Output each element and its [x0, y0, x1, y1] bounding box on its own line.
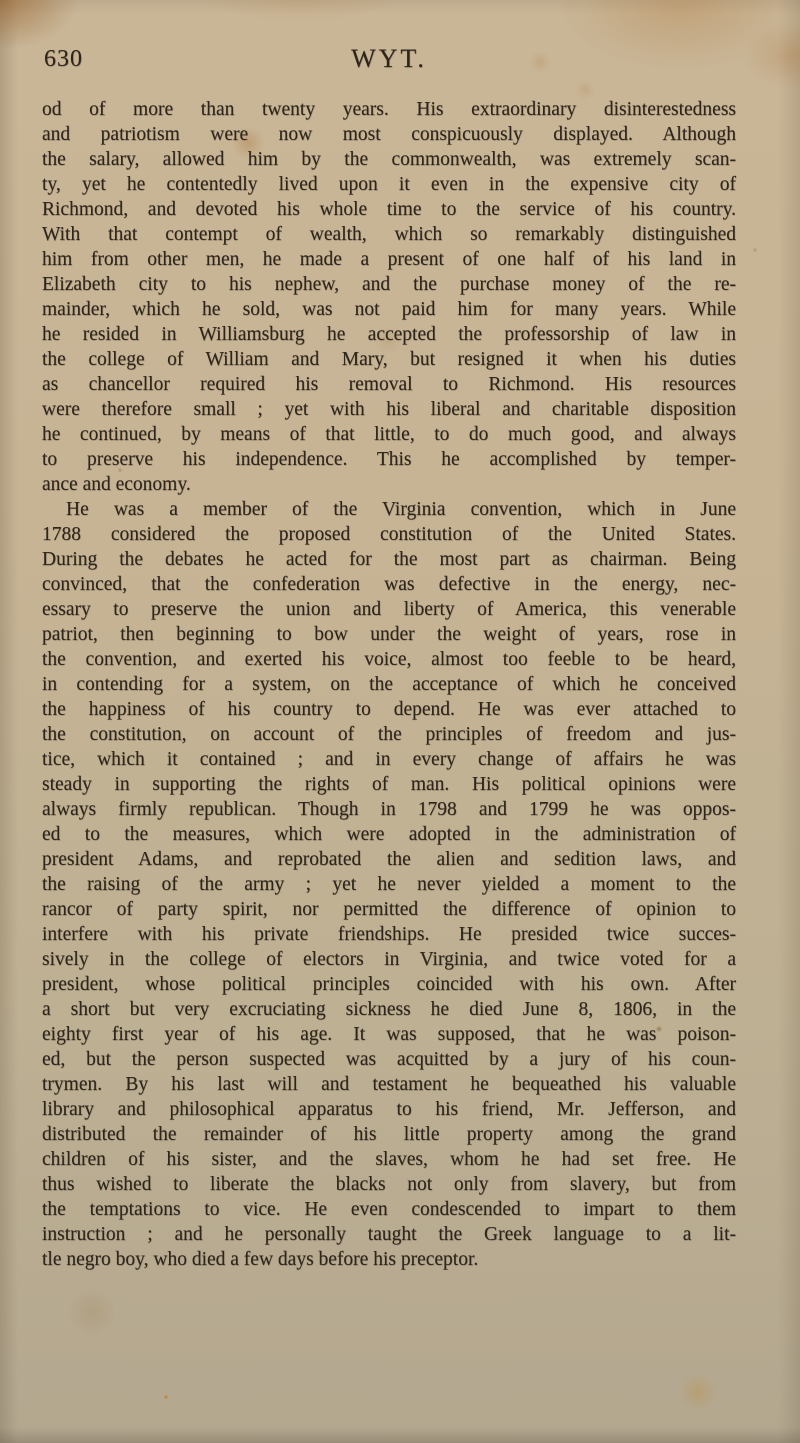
- text-block: [42, 97, 736, 1272]
- text-line: the constitution, on account of the principles of freedom and jus-: [42, 724, 736, 745]
- text-line: He was a member of the Virginia convention, which in June: [66, 499, 736, 520]
- text-line: ty, yet he contentedly lived upon it even in the expensive city of: [42, 174, 736, 195]
- text-line: the college of William and Mary, but resigned it when his duties: [42, 349, 736, 370]
- text-line: od of more than twenty years. His extraordinary disinterestedness: [42, 99, 736, 120]
- text-line: ed to the measures, which were adopted in the administration of: [42, 824, 736, 845]
- text-line: patriot, then beginning to bow under the weight of years, rose in: [42, 624, 736, 645]
- text-line: thus wished to liberate the blacks not only from slavery, but from: [42, 1174, 736, 1195]
- text-line: a short but very excruciating sickness he died June 8, 1806, in the: [42, 999, 736, 1020]
- text-line: he resided in Williamsburg he accepted the professorship of law in: [42, 324, 736, 345]
- text-line: Elizabeth city to his nephew, and the purchase money of the re-: [42, 274, 736, 295]
- text-line: the salary, allowed him by the commonwealth, was extremely scan-: [42, 149, 736, 170]
- text-line: essary to preserve the union and liberty of America, this venerable: [42, 599, 736, 620]
- text-line: president, whose political principles coincided with his own. After: [42, 974, 736, 995]
- text-line: were therefore small ; yet with his liberal and charitable disposition: [42, 399, 736, 420]
- text-line: children of his sister, and the slaves, whom he had set free. He: [42, 1149, 736, 1170]
- text-line: convinced, that the confederation was defective in the energy, nec-: [42, 574, 736, 595]
- text-line: ed, but the person suspected was acquitted by a jury of his coun-: [42, 1049, 736, 1070]
- text-line: sively in the college of electors in Virginia, and twice voted for a: [42, 949, 736, 970]
- text-line: interfere with his private friendships. He presided twice succes-: [42, 924, 736, 945]
- text-line: Richmond, and devoted his whole time to the service of his country.: [42, 199, 736, 220]
- text-line: the temptations to vice. He even condescended to impart to them: [42, 1199, 736, 1220]
- text-line: and patriotism were now most conspicuously displayed. Although: [42, 124, 736, 145]
- text-line: him from other men, he made a present of one half of his land in: [42, 249, 736, 270]
- text-line: always firmly republican. Though in 1798 and 1799 he was oppos-: [42, 799, 736, 820]
- text-line: the convention, and exerted his voice, almost too feeble to be heard,: [42, 649, 736, 670]
- text-line: eighty first year of his age. It was supposed, that he was poison-: [42, 1024, 736, 1045]
- text-line: distributed the remainder of his little property among the grand: [42, 1124, 736, 1145]
- text-line: president Adams, and reprobated the alien and sedition laws, and: [42, 849, 736, 870]
- text-line: the happiness of his country to depend. He was ever attached to: [42, 699, 736, 720]
- running-header-title: WYT.: [351, 44, 427, 73]
- text-line: With that contempt of wealth, which so remarkably distinguished: [42, 224, 736, 245]
- text-line: the raising of the army ; yet he never yielded a moment to the: [42, 874, 736, 895]
- text-line: During the debates he acted for the most part as chairman. Being: [42, 549, 736, 570]
- page-number: 630: [44, 46, 83, 72]
- text-line: tice, which it contained ; and in every change of affairs he was: [42, 749, 736, 770]
- text-line: instruction ; and he personally taught the Greek language to a lit-: [42, 1224, 736, 1245]
- text-line: he continued, by means of that little, to do much good, and always: [42, 424, 736, 445]
- text-line: in contending for a system, on the acceptance of which he conceived: [42, 674, 736, 695]
- text-line: as chancellor required his removal to Richmond. His resources: [42, 374, 736, 395]
- text-line: steady in supporting the rights of man. His political opinions were: [42, 774, 736, 795]
- text-line: library and philosophical apparatus to his friend, Mr. Jefferson, and: [42, 1099, 736, 1120]
- text-line: rancor of party spirit, nor permitted the difference of opinion to: [42, 899, 736, 920]
- text-line: tle negro boy, who died a few days before his preceptor.: [42, 1249, 479, 1270]
- page-header: [42, 44, 736, 74]
- text-line: 1788 considered the proposed constitution of the United States.: [42, 524, 736, 545]
- text-line: trymen. By his last will and testament he bequeathed his valuable: [42, 1074, 736, 1095]
- text-line: ance and economy.: [42, 474, 191, 495]
- text-line: mainder, which he sold, was not paid him for many years. While: [42, 299, 736, 320]
- text-line: to preserve his independence. This he accomplished by temper-: [42, 449, 736, 470]
